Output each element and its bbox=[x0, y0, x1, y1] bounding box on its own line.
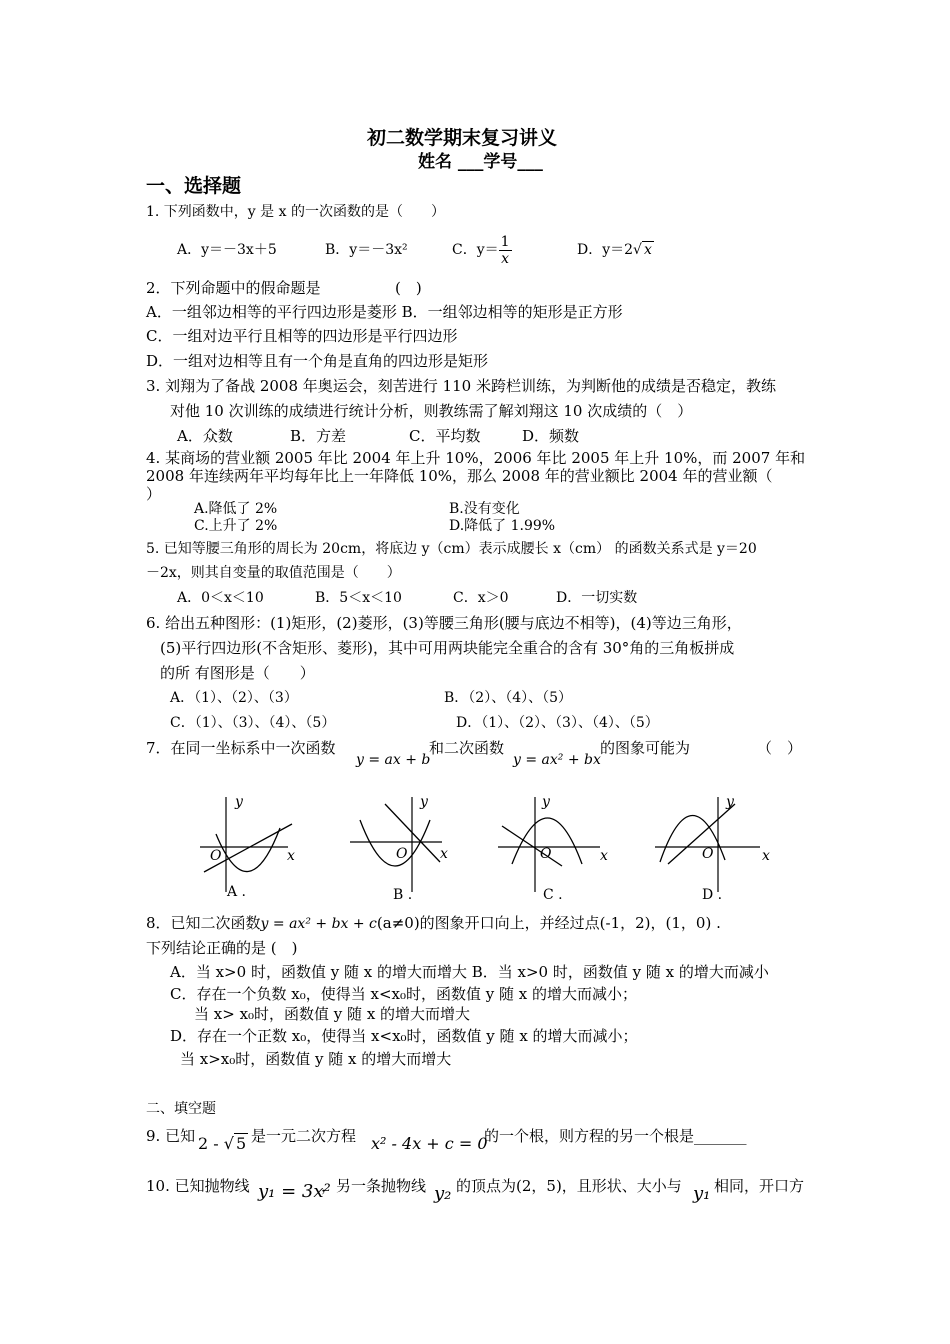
q1-option-c bbox=[452, 230, 512, 270]
graph-b-y-label: y bbox=[420, 794, 428, 810]
q10-mid2: 的顶点为(2，5)，且形状、大小与 bbox=[456, 1177, 682, 1195]
q6-option-d: D．（1）、（2）、（3）、（4）、（5） bbox=[456, 715, 659, 731]
radical-sign-icon: √ bbox=[223, 1134, 234, 1153]
graph-c-line bbox=[502, 826, 562, 866]
graph-a-x-label: x bbox=[287, 848, 295, 864]
graph-c bbox=[498, 794, 608, 903]
q5-option-a: A．0＜x＜10 bbox=[177, 590, 264, 606]
q9-root-a: 2 - bbox=[198, 1134, 219, 1153]
q6-line-2: (5)平行四边形(不含矩形、菱形)，其中可用两块能完全重合的含有 30°角的三角板拼成 bbox=[160, 639, 735, 657]
q4-option-a: A.降低了 2% bbox=[194, 501, 278, 517]
q8-formula: y = ax² + bx + c bbox=[260, 916, 377, 932]
q9-equation: x² - 4x + c = 0 bbox=[371, 1134, 488, 1153]
q8-line-1 bbox=[146, 913, 721, 934]
q3-option-d: D．频数 bbox=[522, 427, 580, 445]
q9-root-radicand: 5 bbox=[235, 1134, 247, 1153]
q1-option-c-prefix: C．y＝ bbox=[452, 242, 499, 258]
q4-line-1: 4. 某商场的营业额 2005 年比 2004 年上升 10%，2006 年比 2005 年上升 10%，而 2007 年和 bbox=[146, 449, 806, 467]
graph-b-origin: O bbox=[396, 846, 408, 862]
q4-line-2: 2008 年连续两年平均每年比上一年降低 10%，那么 2008 年的营业额比 2004 年的营业额（ bbox=[146, 467, 773, 485]
graph-d-label: D . bbox=[702, 887, 723, 903]
q7-mid: 和二次函数 bbox=[429, 739, 505, 757]
q10-formula-y1: y₁ = 3x² bbox=[258, 1181, 331, 1202]
q10-mid: ，另一条抛物线 bbox=[321, 1177, 427, 1195]
graph-a-label: A . bbox=[227, 884, 247, 900]
q2-option-c: C．一组对边平行且相等的四边形是平行四边形 bbox=[146, 327, 458, 345]
q1-option-d bbox=[577, 240, 654, 260]
q1-c-denominator: x bbox=[501, 250, 510, 267]
name-id-line: 姓名 ___学号___ bbox=[418, 152, 543, 172]
q5-option-d: D．一切实数 bbox=[556, 590, 638, 606]
graph-b-parabola bbox=[360, 820, 430, 866]
q8-suffix: (a≠0)的图象开口向上，并经过点(-1，2)，(1，0) . bbox=[376, 914, 721, 932]
q2-paren: ( ) bbox=[395, 279, 422, 297]
graph-d bbox=[655, 794, 770, 903]
q1-stem: 1. 下列函数中，y 是 x 的一次函数的是（ ） bbox=[146, 204, 445, 220]
q8-line-2: 下列结论正确的是 ( ) bbox=[146, 939, 298, 957]
q1-option-c-fraction bbox=[499, 234, 512, 267]
q6-line-1: 6. 给出五种图形：(1)矩形，(2)菱形，(3)等腰三角形(腰与底边不相等)，(4)等边三角形， bbox=[146, 614, 742, 632]
q4-option-b: B.没有变化 bbox=[449, 501, 520, 517]
q5-option-b: B．5＜x＜10 bbox=[315, 590, 402, 606]
q9-mid: 是一元二次方程 bbox=[251, 1127, 357, 1145]
q10-formula-y1-ref: y₁ bbox=[693, 1183, 711, 1204]
q3-option-b: B．方差 bbox=[290, 427, 347, 445]
q8-prefix: 8．已知二次函数 bbox=[146, 914, 261, 932]
graph-c-x-label: x bbox=[600, 848, 608, 864]
q10-suffix: 相同，开口方 bbox=[714, 1177, 805, 1195]
q7-paren: （ ） bbox=[757, 739, 803, 757]
q7-graphs bbox=[190, 792, 790, 912]
q8-option-c-1: C．存在一个负数 x₀，使得当 x<x₀时，函数值 y 随 x 的增大而减小； bbox=[170, 985, 637, 1003]
q9-prefix: 9. 已知 bbox=[146, 1127, 196, 1145]
graph-c-origin: O bbox=[540, 846, 552, 862]
q8-option-d-1: D．存在一个正数 x₀，使得当 x<x₀时，函数值 y 随 x 的增大而减小； bbox=[170, 1027, 638, 1045]
q2-options-ab: A．一组邻边相等的平行四边形是菱形 B．一组邻边相等的矩形是正方形 bbox=[146, 303, 623, 321]
graph-b-label: B . bbox=[393, 887, 413, 903]
q2-option-d: D．一组对边相等且有一个角是直角的四边形是矩形 bbox=[146, 352, 489, 370]
graph-d-origin: O bbox=[702, 846, 714, 862]
graph-d-y-label: y bbox=[726, 794, 734, 810]
q9-root bbox=[198, 1134, 248, 1154]
graph-b-x-label: x bbox=[440, 846, 448, 862]
q3-option-c: C．平均数 bbox=[409, 427, 481, 445]
graph-c-y-label: y bbox=[542, 794, 550, 810]
q3-line-2: 对他 10 次训练的成绩进行统计分析，则教练需了解刘翔这 10 次成绩的（ ） bbox=[170, 402, 693, 420]
q5-line-2: －2x，则其自变量的取值范围是（ ） bbox=[146, 565, 401, 581]
graph-a-origin: O bbox=[210, 848, 222, 864]
q6-line-3: 的所 有图形是（ ） bbox=[160, 664, 315, 682]
q1-option-d-prefix: D．y＝2 bbox=[577, 242, 634, 258]
section-choice-title: 一、选择题 bbox=[146, 175, 242, 197]
q1-d-radicand: x bbox=[643, 242, 652, 258]
q4-line-3: ） bbox=[146, 485, 162, 503]
q2-stem: 2．下列命题中的假命题是 bbox=[146, 279, 321, 297]
q9-suffix: 的一个根，则方程的另一个根是_______ bbox=[484, 1127, 747, 1145]
q5-option-c: C．x＞0 bbox=[453, 590, 509, 606]
q7-quadratic-formula: y = ax² + bx bbox=[513, 752, 601, 768]
q6-option-b: B．（2）、（4）、（5） bbox=[444, 690, 573, 706]
q8-options-ab: A．当 x>0 时，函数值 y 随 x 的增大而增大 B．当 x>0 时，函数值 y 随 x 的增大而减小 bbox=[170, 963, 769, 981]
q7-suffix: 的图象可能为 bbox=[600, 739, 691, 757]
q1-c-numerator: 1 bbox=[500, 233, 510, 250]
graph-d-x-label: x bbox=[762, 848, 770, 864]
graph-a-y-label: y bbox=[235, 794, 243, 810]
q1-option-b: B．y＝－3x² bbox=[325, 242, 408, 258]
q10-prefix: 10. 已知抛物线 bbox=[146, 1177, 250, 1195]
q7-linear-formula: y = ax + b bbox=[356, 752, 431, 768]
q10-formula-y2: y₂ bbox=[434, 1183, 452, 1204]
q3-line-1: 3. 刘翔为了备战 2008 年奥运会，刻苦进行 110 米跨栏训练，为判断他的成绩是否稳定，教练 bbox=[146, 377, 776, 395]
q4-option-d: D.降低了 1.99% bbox=[449, 518, 556, 534]
q6-option-c: C．（1）、（3）、（4）、（5） bbox=[170, 715, 336, 731]
q7-prefix: 7．在同一坐标系中一次函数 bbox=[146, 739, 336, 757]
q4-option-c: C.上升了 2% bbox=[194, 518, 278, 534]
graph-c-label: C . bbox=[543, 887, 563, 903]
q5-line-1: 5. 已知等腰三角形的周长为 20cm，将底边 y（cm）表示成腰长 x（cm） 的函数关系式是 y＝20 bbox=[146, 541, 757, 557]
radical-sign-icon: √ bbox=[633, 242, 642, 258]
q8-option-c-2: 当 x> x₀时，函数值 y 随 x 的增大而增大 bbox=[194, 1005, 471, 1023]
graph-a bbox=[200, 794, 295, 900]
q6-option-a: A．（1）、（2）、（3） bbox=[170, 690, 298, 706]
page-title: 初二数学期末复习讲义 bbox=[367, 127, 558, 149]
q3-option-a: A．众数 bbox=[177, 427, 233, 445]
section-fill-title: 二、填空题 bbox=[146, 1101, 216, 1117]
q1-option-a: A．y＝－3x＋5 bbox=[177, 242, 277, 258]
graph-b bbox=[350, 794, 448, 903]
q8-option-d-2: 当 x>x₀时，函数值 y 随 x 的增大而增大 bbox=[180, 1050, 452, 1068]
